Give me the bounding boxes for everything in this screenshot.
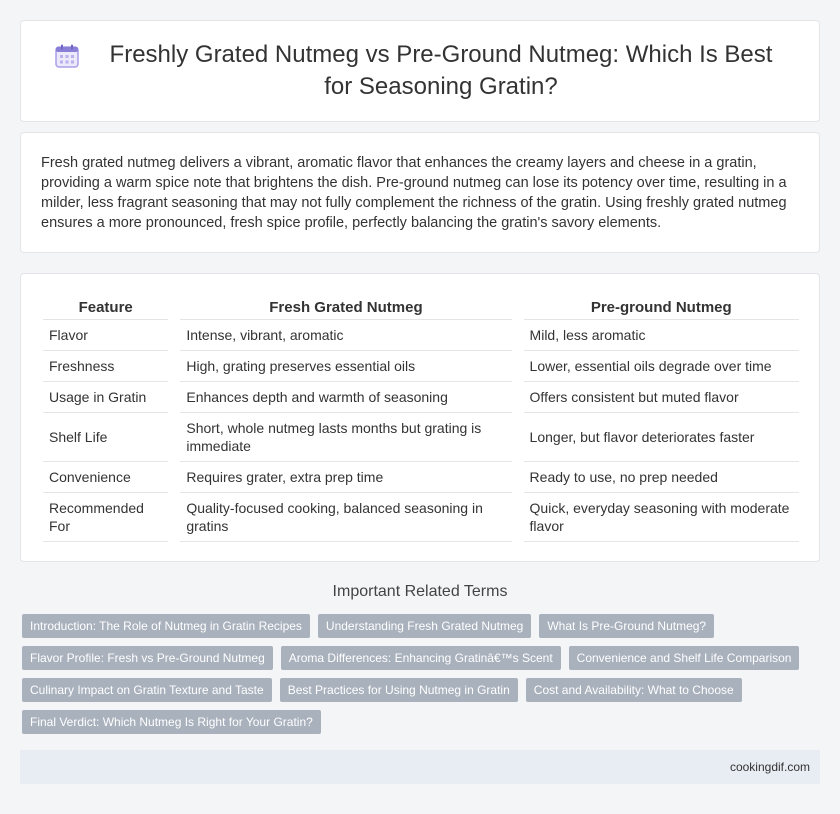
row-preground: Offers consistent but muted flavor xyxy=(524,382,799,413)
intro-card xyxy=(20,132,820,253)
table-header-row xyxy=(43,294,799,320)
header-feature: Feature xyxy=(43,294,168,320)
row-preground: Lower, essential oils degrade over time xyxy=(524,351,799,382)
related-tag[interactable]: Flavor Profile: Fresh vs Pre-Ground Nutmeg xyxy=(22,646,273,670)
related-tag[interactable]: Culinary Impact on Gratin Texture and Taste xyxy=(22,678,272,702)
row-preground: Ready to use, no prep needed xyxy=(524,462,799,493)
table-row xyxy=(43,462,799,493)
comparison-table xyxy=(43,294,799,542)
row-feature: Convenience xyxy=(43,462,168,493)
row-feature: Recommended For xyxy=(43,493,168,542)
row-fresh: Quality-focused cooking, balanced seasoning in gratins xyxy=(180,493,511,542)
page-title: Freshly Grated Nutmeg vs Pre-Ground Nutmeg: Which Is Best for Seasoning Gratin? xyxy=(109,41,773,100)
footer xyxy=(20,750,820,784)
row-fresh: High, grating preserves essential oils xyxy=(180,351,511,382)
calendar-icon xyxy=(54,43,80,69)
row-preground: Mild, less aromatic xyxy=(524,320,799,351)
title-wrap xyxy=(14,39,826,103)
related-tag[interactable]: Final Verdict: Which Nutmeg Is Right for Your Gratin? xyxy=(22,710,321,734)
header-card xyxy=(20,20,820,122)
footer-site-link[interactable]: cookingdif.com xyxy=(729,760,810,774)
table-row xyxy=(43,382,799,413)
row-fresh: Short, whole nutmeg lasts months but grating is immediate xyxy=(180,413,511,462)
related-tag[interactable]: Aroma Differences: Enhancing Gratinâ€™s Scent xyxy=(281,646,561,670)
table-row xyxy=(43,320,799,351)
header-preground: Pre-ground Nutmeg xyxy=(524,294,799,320)
related-tag[interactable]: Best Practices for Using Nutmeg in Gratin xyxy=(280,678,518,702)
related-tag[interactable]: Introduction: The Role of Nutmeg in Gratin Recipes xyxy=(22,614,310,638)
row-preground: Longer, but flavor deteriorates faster xyxy=(524,413,799,462)
row-fresh: Requires grater, extra prep time xyxy=(180,462,511,493)
related-tag[interactable]: Cost and Availability: What to Choose xyxy=(526,678,742,702)
table-row xyxy=(43,413,799,462)
row-preground: Quick, everyday seasoning with moderate flavor xyxy=(524,493,799,542)
intro-paragraph: Fresh grated nutmeg delivers a vibrant, aromatic flavor that enhances the creamy layers and cheese in a gratin, providing a warm spice note that brightens the dish. Pre-ground nutmeg can lose its potency over time, resulting in a milder, less fragrant seasoning that may not fully complement the richness of the gratin. Using freshly grated nutmeg ensures a more pronounced, fresh spice profile, perfectly balancing the gratin's savory elements. xyxy=(41,155,787,231)
row-feature: Usage in Gratin xyxy=(43,382,168,413)
comparison-card xyxy=(20,273,820,562)
related-tag[interactable]: Convenience and Shelf Life Comparison xyxy=(569,646,800,670)
related-terms-title: Important Related Terms xyxy=(332,583,508,600)
row-fresh: Enhances depth and warmth of seasoning xyxy=(180,382,511,413)
row-fresh: Intense, vibrant, aromatic xyxy=(180,320,511,351)
row-feature: Flavor xyxy=(43,320,168,351)
table-row xyxy=(43,351,799,382)
related-tag[interactable]: Understanding Fresh Grated Nutmeg xyxy=(318,614,531,638)
related-tag[interactable]: What Is Pre-Ground Nutmeg? xyxy=(539,614,714,638)
related-tags xyxy=(22,614,822,742)
table-row xyxy=(43,493,799,542)
header-fresh: Fresh Grated Nutmeg xyxy=(180,294,511,320)
row-feature: Freshness xyxy=(43,351,168,382)
row-feature: Shelf Life xyxy=(43,413,168,462)
